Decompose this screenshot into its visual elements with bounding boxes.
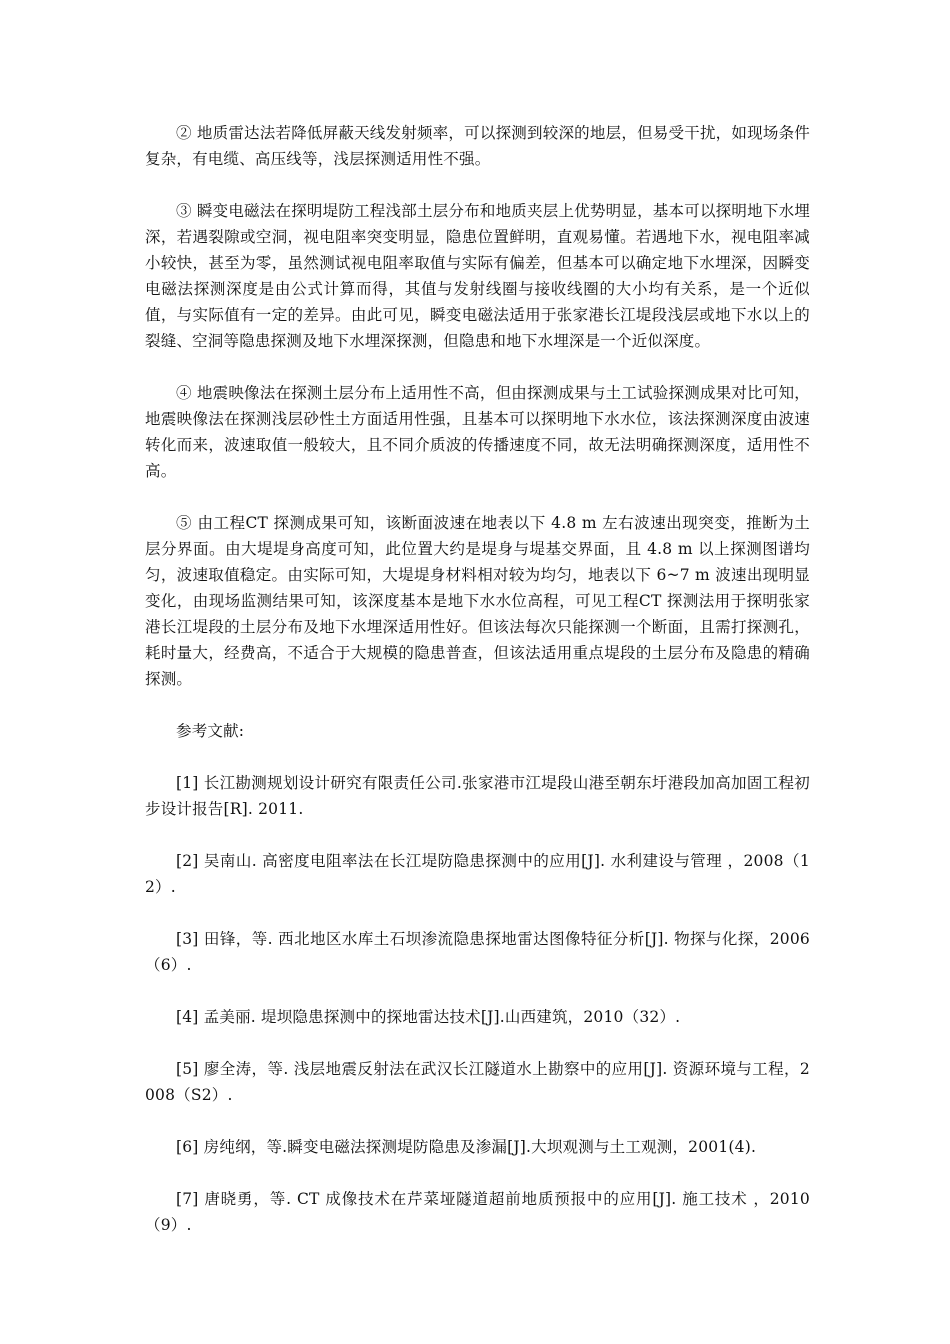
paragraph-ct-detection: ⑤ 由工程CT 探测成果可知，该断面波速在地表以下 4.8 m 左右波速出现突变，推断为土层分界面。由大堤堤身高度可知，此位置大约是堤身与堤基交界面，且 4.8 m 以上探测图谱均匀，波速取值稳定。由实际可知，大堤堤身材料相对较为均匀，地表以下 6~7 m 波速出现明显变化，由现场监测结果可知，该深度基本是地下水水位高程，可见工程CT 探测法用于探明张家港长江堤段的土层分布及地下水埋深适用性好。但该法每次只能探测一个断面，且需打探测孔，耗时量大，经费高，不适合于大规模的隐患普查，但该法适用重点堤段的土层分布及隐患的精确探测。 <box>145 514 810 688</box>
reference-item: [3] 田锋，等. 西北地区水库土石坝渗流隐患探地雷达图像特征分析[J]. 物探与化探，2006（6）. <box>145 930 810 974</box>
reference-item: [4] 孟美丽. 堤坝隐患探测中的探地雷达技术[J].山西建筑，2010（32）. <box>176 1008 681 1026</box>
references-heading: 参考文献: <box>176 722 245 740</box>
paragraph-ground-penetrating-radar: ② 地质雷达法若降低屏蔽天线发射频率，可以探测到较深的地层，但易受干扰，如现场条件复杂，有电缆、高压线等，浅层探测适用性不强。 <box>145 124 810 168</box>
reference-item: [1] 长江勘测规划设计研究有限责任公司.张家港市江堤段山港至朝东圩港段加高加固工程初步设计报告[R]. 2011. <box>145 774 810 818</box>
reference-item: [7] 唐晓勇，等. CT 成像技术在芹菜垭隧道超前地质预报中的应用[J]. 施工技术 ，2010（9）. <box>145 1190 810 1234</box>
document-page <box>145 120 810 1264</box>
paragraph-transient-electromagnetic: ③ 瞬变电磁法在探明堤防工程浅部土层分布和地质夹层上优势明显，基本可以探明地下水埋深，若遇裂隙或空洞，视电阻率突变明显，隐患位置鲜明，直观易懂。若遇地下水，视电阻率减小较快，甚至为零，虽然测试视电阻率取值与实际有偏差，但基本可以确定地下水埋深，因瞬变电磁法探测深度是由公式计算而得，其值与发射线圈与接收线圈的大小均有关系，是一个近似值，与实际值有一定的差异。由此可见，瞬变电磁法适用于张家港长江堤段浅层或地下水以上的裂缝、空洞等隐患探测及地下水埋深探测，但隐患和地下水埋深是一个近似深度。 <box>145 202 810 350</box>
paragraph-seismic-imaging: ④ 地震映像法在探测土层分布上适用性不高，但由探测成果与土工试验探测成果对比可知，地震映像法在探测浅层砂性土方面适用性强，且基本可以探明地下水水位，该法探测深度由波速转化而来，波速取值一般较大，且不同介质波的传播速度不同，故无法明确探测深度，适用性不高。 <box>145 384 810 480</box>
reference-item: [6] 房纯纲，等.瞬变电磁法探测堤防隐患及渗漏[J].大坝观测与土工观测，2001(4). <box>176 1138 757 1156</box>
reference-item: [5] 廖全涛，等. 浅层地震反射法在武汉长江隧道水上勘察中的应用[J]. 资源环境与工程，2008（S2）. <box>145 1060 810 1104</box>
reference-item: [2] 吴南山. 高密度电阻率法在长江堤防隐患探测中的应用[J]. 水利建设与管理 ，2008（12）. <box>145 852 810 896</box>
